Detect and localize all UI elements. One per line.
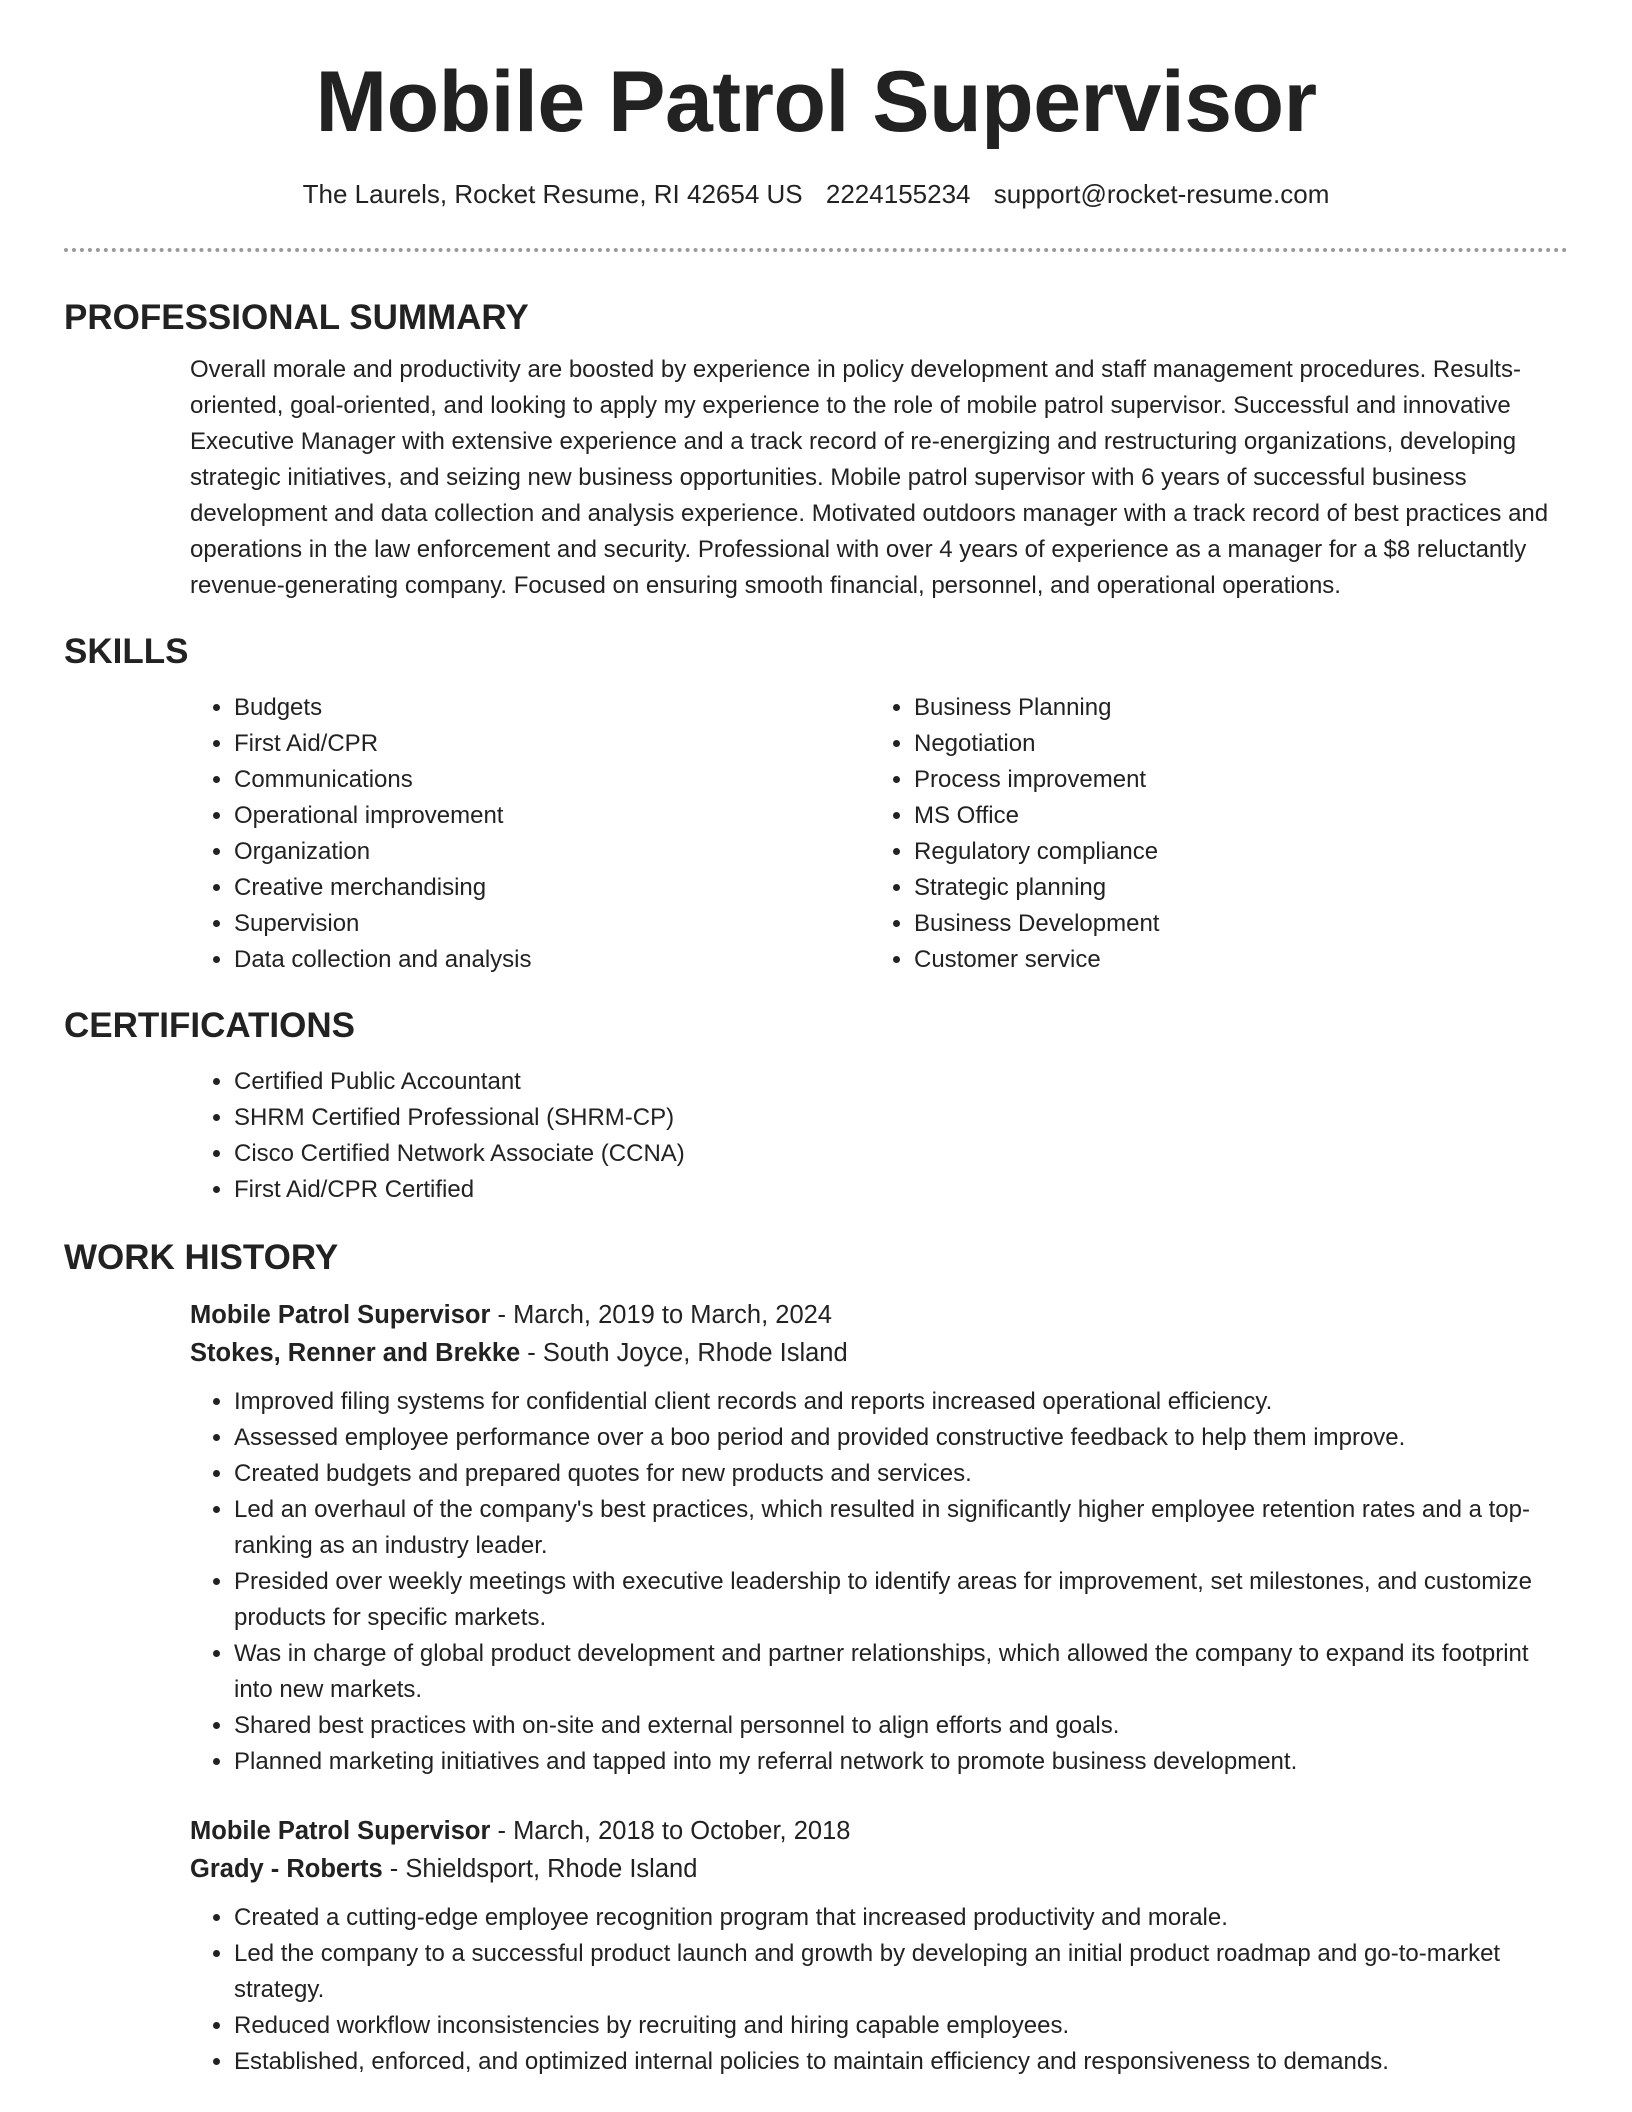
certification-item: • Certified Public Accountant — [234, 1064, 1568, 1100]
skill-item: • Business Planning — [914, 690, 1550, 726]
job-location: - Shieldsport, Rhode Island — [382, 1855, 698, 1883]
skills-list — [190, 690, 1568, 978]
certification-item: • First Aid/CPR Certified — [234, 1172, 1568, 1208]
job-duty-item: • Led the company to a successful product launch and growth by developing an initial product roadmap and go-to-market strategy. — [234, 1936, 1568, 2008]
skills-column-left — [190, 690, 870, 978]
job-company-line — [190, 1334, 1568, 1372]
job-role: Mobile Patrol Supervisor — [190, 1301, 491, 1329]
job-entry — [190, 1296, 1568, 1780]
skill-item: • Supervision — [234, 906, 870, 942]
job-location: - South Joyce, Rhode Island — [520, 1339, 848, 1367]
summary-heading: PROFESSIONAL SUMMARY — [64, 298, 529, 337]
job-duty-item: • Was in charge of global product development and partner relationships, which allowed the company to expand its footprint into new markets. — [234, 1636, 1568, 1708]
job-duty-item: • Presided over weekly meetings with executive leadership to identify areas for improvement, set milestones, and customize products for specific markets. — [234, 1564, 1568, 1636]
skill-item: • Negotiation — [914, 726, 1550, 762]
certification-item: • Cisco Certified Network Associate (CCNA) — [234, 1136, 1568, 1172]
certifications-heading: CERTIFICATIONS — [64, 1006, 356, 1045]
skills-column-right — [870, 690, 1550, 978]
job-duties — [190, 1900, 1568, 2080]
certification-item: • SHRM Certified Professional (SHRM-CP) — [234, 1100, 1568, 1136]
skill-item: • Communications — [234, 762, 870, 798]
job-dates: - March, 2018 to October, 2018 — [490, 1817, 851, 1845]
summary-text: Overall morale and productivity are boosted by experience in policy development and staff management procedures. Results-oriented, goal-oriented, and looking to apply my experience to the role of mobile patrol supervisor. Successful and innovative Executive Manager with extensive experience and a track record of re-energizing and restructuring organizations, developing strategic initiatives, and seizing new business opportunities. Mobile patrol supervisor with 6 years of successful business development and data collection and analysis experience. Motivated outdoors manager with a track record of best practices and operations in the law enforcement and security. Professional with over 4 years of experience as a manager for a $8 reluctantly revenue-generating company. Focused on ensuring smooth financial, personnel, and operational operations. — [190, 356, 1549, 599]
job-duty-item: • Improved filing systems for confidential client records and reports increased operational efficiency. — [234, 1384, 1568, 1420]
job-role: Mobile Patrol Supervisor — [190, 1817, 491, 1845]
job-dates: - March, 2019 to March, 2024 — [490, 1301, 832, 1329]
work-history-heading: WORK HISTORY — [64, 1238, 339, 1277]
job-title-line — [190, 1812, 1568, 1850]
job-duty-item: • Shared best practices with on-site and external personnel to align efforts and goals. — [234, 1708, 1568, 1744]
contact-phone: 2224155234 — [825, 179, 971, 209]
skill-item: • Regulatory compliance — [914, 834, 1550, 870]
certifications-list — [190, 1064, 1568, 1208]
job-entry — [190, 1812, 1568, 2080]
skill-item: • Data collection and analysis — [234, 942, 870, 978]
skill-item: • Creative merchandising — [234, 870, 870, 906]
job-company-line — [190, 1850, 1568, 1888]
job-duty-item: • Led an overhaul of the company's best practices, which resulted in significantly higher employee retention rates and a top-ranking as an industry leader. — [234, 1492, 1568, 1564]
contact-address: The Laurels, Rocket Resume, RI 42654 US — [302, 179, 803, 209]
candidate-name: Mobile Patrol Supervisor — [315, 54, 1317, 150]
skill-item: • Strategic planning — [914, 870, 1550, 906]
job-duty-item: • Reduced workflow inconsistencies by recruiting and hiring capable employees. — [234, 2008, 1568, 2044]
job-duty-item: • Assessed employee performance over a boo period and provided constructive feedback to help them improve. — [234, 1420, 1568, 1456]
job-title-line — [190, 1296, 1568, 1334]
skill-item: • First Aid/CPR — [234, 726, 870, 762]
skill-item: • Process improvement — [914, 762, 1550, 798]
contact-line — [64, 178, 1568, 210]
contact-email: support@rocket-resume.com — [993, 179, 1330, 209]
job-duties — [190, 1384, 1568, 1780]
skill-item: • Business Development — [914, 906, 1550, 942]
skill-item: • Budgets — [234, 690, 870, 726]
skill-item: • MS Office — [914, 798, 1550, 834]
skill-item: • Operational improvement — [234, 798, 870, 834]
skills-heading: SKILLS — [64, 632, 189, 671]
job-company: Grady - Roberts — [190, 1855, 383, 1883]
job-duty-item: • Planned marketing initiatives and tapped into my referral network to promote business development. — [234, 1744, 1568, 1780]
job-duty-item: • Created budgets and prepared quotes for new products and services. — [234, 1456, 1568, 1492]
job-duty-item: • Established, enforced, and optimized internal policies to maintain efficiency and responsiveness to demands. — [234, 2044, 1568, 2080]
job-company: Stokes, Renner and Brekke — [190, 1339, 521, 1367]
skill-item: • Organization — [234, 834, 870, 870]
job-duty-item: • Created a cutting-edge employee recognition program that increased productivity and morale. — [234, 1900, 1568, 1936]
header-divider — [64, 248, 1568, 252]
skill-item: • Customer service — [914, 942, 1550, 978]
